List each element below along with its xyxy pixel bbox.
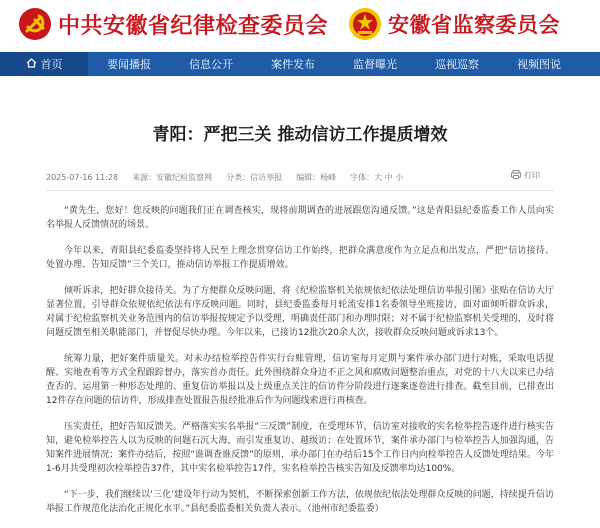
meta-divider xyxy=(46,190,554,191)
national-emblem-icon xyxy=(348,7,382,41)
print-icon xyxy=(511,170,521,181)
ccdi-title: 中共安徽省纪律检查委员会 xyxy=(58,12,329,39)
article-source: 来源：安徽纪检监察网 xyxy=(132,172,213,182)
article-body xyxy=(46,204,554,528)
nav-news-label: 要闻播报 xyxy=(107,58,151,71)
article-paragraph: 今年以来，青阳县纪委监委坚持将人民至上理念贯穿信访工作始终，把群众满意度作为立足点和出发点，严把“信访接待、处置办理、告知反馈”三个关口，推动信访举报工作提质增效。 xyxy=(46,246,554,270)
nav-cases-label: 案件发布 xyxy=(271,58,315,71)
print-button[interactable] xyxy=(511,170,554,181)
article-paragraph: “下一步，我们继续以‘三化’建设年行动为契机，不断探索创新工作方法，依规依纪依法处理群众反映的问题，持续提升信访举报工作规范化法治化正规化水平。”县纪委监委相关负责人表示。（池州市纪委监委） xyxy=(46,490,554,514)
article-date: 2025-07-16 11:28 xyxy=(46,172,119,182)
article-editor: 编辑：杨峰 xyxy=(296,172,337,182)
article-title: 青阳：严把三关 推动信访工作提质增效 xyxy=(152,125,448,145)
nav-inspection[interactable] xyxy=(416,52,498,76)
font-size-control[interactable]: 字体：大 中 小 xyxy=(350,172,404,182)
nav-exposure-label: 监督曝光 xyxy=(353,58,397,71)
article-category: 分类：信访举报 xyxy=(226,172,283,182)
nav-home[interactable] xyxy=(0,52,88,76)
ccdi-brand[interactable] xyxy=(18,7,328,41)
article-paragraph: “黄先生，您好！您反映的问题我们正在调查核实，现将前期调查的进展跟您沟通反馈。”这是青阳县纪委监委工作人员向实名举报人反馈情况的场景。 xyxy=(46,206,554,230)
print-label: 打印 xyxy=(524,171,540,180)
main-nav xyxy=(0,52,600,76)
article-paragraph: 统筹力量，把好案件质量关。对未办结检举控告件实行台账管理，信访室每月定期与案件承办部门进行对账，采取电话提醒、实地查看等方式全程跟踪督办，落实首办责任。此外围绕群众身边不正之风和腐败问题整治重点，对党的十八大以来已办结查否的、运用第一种形态处理的、重复信访举报以及上级重点关注的信访件分阶段进行逐案逐卷进行排查。截至目前，已排查出12件存在问题的信访件，形成排查处置报告报经批准后作为问题线索进行再核查。 xyxy=(46,354,554,406)
nav-cases[interactable] xyxy=(252,52,334,76)
supervision-brand[interactable] xyxy=(348,7,560,41)
nav-video[interactable] xyxy=(498,52,580,76)
nav-inspection-label: 巡视巡察 xyxy=(435,58,479,71)
site-header xyxy=(0,0,600,52)
nav-news[interactable] xyxy=(88,52,170,76)
nav-home-label: 首页 xyxy=(40,58,63,71)
nav-exposure[interactable] xyxy=(334,52,416,76)
article-meta xyxy=(46,170,554,184)
article-paragraph: 倾听诉求，把好群众接待关。为了方便群众反映问题，将《纪检监察机关依规依纪依法处理信访举报引图》张贴在信访大厅显著位置，引导群众依规依纪依法有序反映问题。同时，县纪委监委每月轮流安排1名委领导坐班接访，面对面倾听群众诉求，对属于纪检监察机关业务范围内的信访举报按规定予以受理，明确责任部门和办理时限；对不属于纪检监察机关受理的，及时将问题反馈至相关职能部门，并督促尽快办理。今年以来，已接访12批次20余人次，接收群众反映问题或诉求13个。 xyxy=(46,286,554,338)
nav-info[interactable] xyxy=(170,52,252,76)
article-paragraph: 压实责任，把好告知反馈关。严格落实实名举报“三反馈”制度，在受理环节，信访室对接收的实名检举控告逐件进行核实告知，避免检举控告人以为反映的问题石沉大海，而引发重复访、越级访；在处置环节，案件承办部门与检举控告人加强沟通，告知案件进展情况；案件办结后，按照“谁调查谁反馈”的原则，承办部门在办结后15个工作日内向检举控告人反馈处理结果。今年1-6月共受理初次检举控告37件，其中实名检举控告17件，实名检举控告核实告知及反馈率均达100%。 xyxy=(46,422,554,474)
supervision-title: 安徽省监察委员会 xyxy=(388,12,560,37)
party-emblem-icon xyxy=(18,7,52,41)
nav-info-label: 信息公开 xyxy=(189,58,233,71)
home-icon xyxy=(26,58,37,71)
nav-video-label: 视频图说 xyxy=(517,58,561,71)
